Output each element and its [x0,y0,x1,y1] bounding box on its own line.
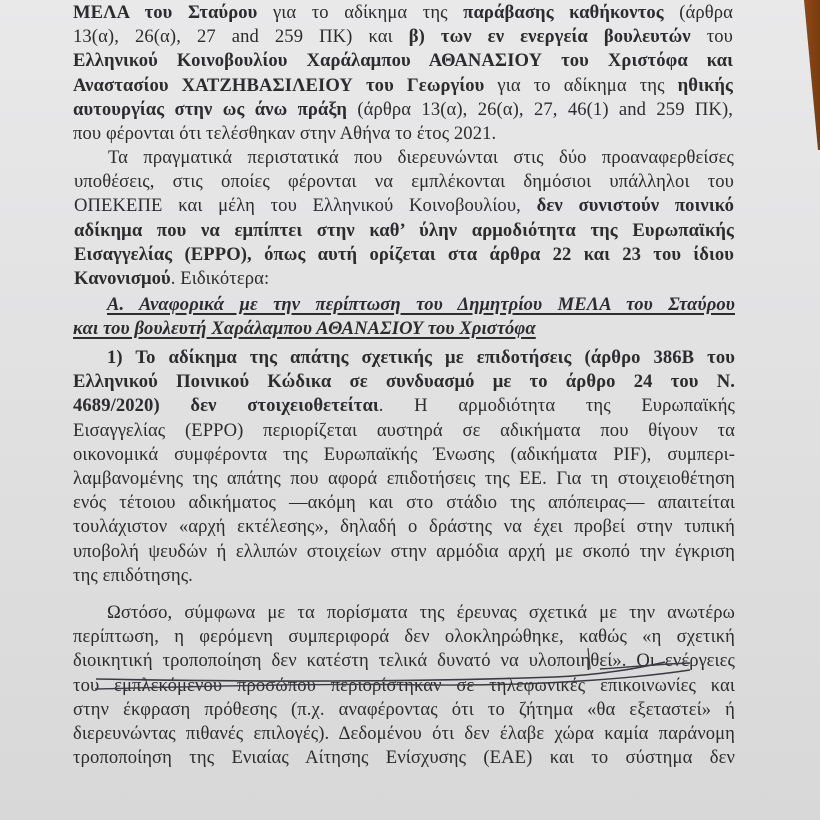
text-run: του εμπλεκόμενου προσώπου περιορίστηκαν σε τηλεφωνικές επικοινωνίες και [73,674,735,696]
text-line [73,394,735,418]
text-line [73,601,735,625]
text-line [73,649,735,673]
text-line [73,467,735,491]
bold-text-run: Ελληνικού Κοινοβουλίου Χαράλαμπου ΑΘΑΝΑΣΙΟΥ του Χριστόφα και [73,50,733,72]
text-line [73,49,733,73]
text-run: λαμβανομένης της απάτης που αφορά επιδοτήσεις της ΕΕ. Για τη στοιχειοθέτηση [73,468,735,490]
text-run: ενός τέτοιου αδικήματος —ακόμη και στο στάδιο της απόπειρας— απαιτείται [73,492,735,514]
text-line [73,370,735,394]
text-run: . Η αρμοδιότητα της Ευρωπαϊκής [378,395,736,417]
text-run: της επιδότησης. [73,564,193,586]
text-line [73,419,735,443]
text-line [73,746,735,770]
text-run: υποθέσεις, στις οποίες φέρονται να εμπλέκονται δημόσιοι υπάλληλοι του [74,171,734,193]
text-line [73,346,735,370]
text-run: . Ειδικότερα: [170,268,270,290]
text-line [73,674,735,698]
bold-text-run: β) των εν ενεργεία βουλευτών [408,26,691,48]
text-line [73,74,733,98]
paragraph-1 [73,1,733,146]
bold-text-run: Εισαγγελίας (EPPO), όπως αυτή ορίζεται στα άρθρα 22 και 23 του ίδιου [74,243,734,265]
paragraph-3 [73,346,735,588]
bold-text-run: 4689/2020) δεν στοιχειοθετείται [73,395,379,417]
text-run: τουλάχιστον «αρχή εκτέλεσης», δηλαδή ο δράστης να έχει προβεί στην τυπική [73,516,735,538]
text-line [74,146,734,170]
text-line [73,540,735,564]
bold-text-run: Αναστασίου ΧΑΤΖΗΒΑΣΙΛΕΙΟΥ του Γεωργίου [73,74,485,96]
text-run: οικονομικά συμφέροντα της Ευρωπαϊκής Ένωσης (αδικήματα PIF), συμπερι- [73,443,735,465]
text-run: Τα πραγματικά περιστατικά που διερευνώνται στις δύο προαναφερθείσες [108,147,734,168]
section-heading-line-1: Α. Αναφορικά με την περίπτωση του Δημητρίου ΜΕΛΑ του Σταύρου [107,294,735,315]
bold-text-run: αυτουργίας στην ως άνω πράξη [73,98,348,120]
text-line [73,491,735,515]
text-run: τροποποίηση της Ενιαίας Αίτησης Ενίσχυσης (ΕΑΕ) και το σύστημα δεν [73,747,735,769]
text-run: για το αδίκημα της [257,2,464,23]
text-run: Εισαγγελίας (EPPO) περιορίζεται αυστηρά σε αδικήματα που θίγουν τα [73,419,735,441]
bold-text-run: 1) Το αδίκημα της απάτης σχετικής με επιδοτήσεις (άρθρο 386Β του [107,347,735,368]
text-run: (άρθρα 13(α), 26(α), 27, 46(1) and 259 ΠΚ), [347,98,733,120]
text-line [73,515,735,539]
bold-text-run: ηθικής [677,74,733,96]
text-run: για το αδίκημα της [484,74,678,96]
text-run: 13(α), 26(α), 27 and 259 ΠΚ) και [73,26,409,48]
text-run: στην έκφραση πρόθεσης (π.χ. αναφέροντας ότι το ζήτημα «θα εξεταστεί» ή [73,698,735,720]
text-line [73,698,735,722]
text-run: διοικητική τροποποίηση δεν κατέστη τελικά δυνατό να υλοποιηθεί». Οι ενέργειες [73,650,735,672]
text-line [74,243,734,267]
text-line [73,98,733,122]
text-line [73,625,735,649]
text-run: που φέρονται ότι τελέσθηκαν στην Αθήνα το έτος 2021. [73,123,497,145]
text-line [73,122,733,146]
bold-text-run: Κανονισμού [74,268,171,290]
text-run: του [690,26,733,48]
text-line [73,722,735,746]
text-run: διερευνώντας πιθανές επιλογές). Δεδομένου ότι δεν έλαβε χώρα καμία παράνομη [73,723,735,745]
text-line [73,25,733,49]
paragraph-2 [74,146,734,291]
paragraph-4 [73,601,735,770]
section-heading-line-2: και του βουλευτή Χαράλαμπου ΑΘΑΝΑΣΙΟΥ του Χριστόφα [73,318,536,340]
text-run: Ωστόσο, σύμφωνα με τα πορίσματα της έρευνας σχετικά με την ανωτέρω [107,602,735,623]
bold-text-run: Ελληνικού Ποινικού Κώδικα σε συνδυασμό με το άρθρο 24 του Ν. [73,371,735,393]
section-heading-a [73,293,735,341]
text-line [73,443,735,467]
bold-text-run: ΜΕΛΑ του Σταύρου [73,2,258,23]
text-line [74,219,734,243]
bold-text-run: παράβασης καθήκοντος [463,2,664,23]
text-line [73,564,735,588]
text-line [74,170,734,194]
text-line [74,194,734,218]
text-run: περίπτωση, η φερόμενη συμπεριφορά δεν ολοκληρώθηκε, καθώς «η σχετική [73,626,735,648]
text-line [74,267,734,291]
text-run: ΟΠΕΚΕΠΕ και μέλη του Ελληνικού Κοινοβουλίου, [74,195,537,217]
bold-text-run: αδίκημα που να εμπίπτει στην καθ’ ύλην αρμοδιότητα της Ευρωπαϊκής [74,219,734,241]
text-run: υποβολή ψευδών ή ελλιπών στοιχείων στην αρμόδια αρχή με σκοπό την έγκριση [73,540,735,562]
text-line [73,1,733,25]
text-run: (άρθρα [663,2,733,23]
bold-text-run: δεν συνιστούν ποινικό [536,195,734,217]
